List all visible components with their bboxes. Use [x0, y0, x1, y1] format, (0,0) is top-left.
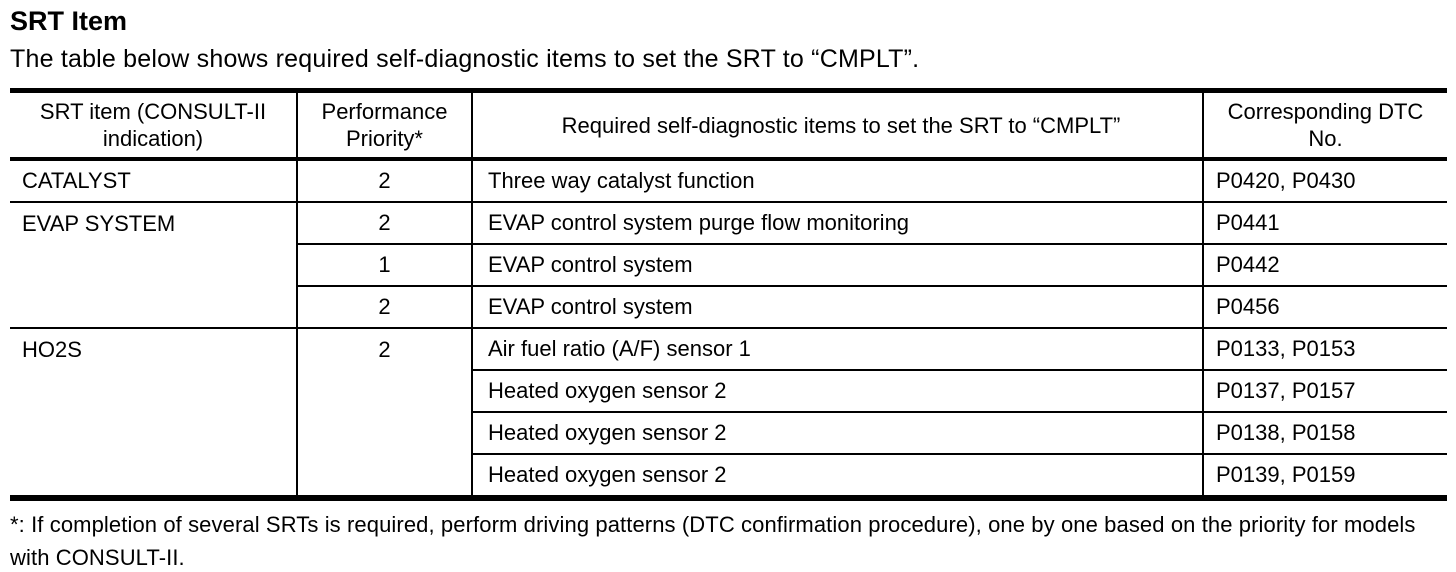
cell-diagnostic-item: Heated oxygen sensor 2	[472, 370, 1203, 412]
cell-dtc: P0442	[1203, 244, 1447, 286]
page-title: SRT Item	[10, 6, 128, 36]
table-body	[10, 159, 1447, 498]
cell-priority: 2	[297, 286, 472, 328]
cell-diagnostic-item: EVAP control system	[472, 244, 1203, 286]
table-row	[10, 328, 1447, 370]
header-row	[10, 91, 1447, 160]
table-row	[10, 159, 1447, 202]
table-header	[10, 91, 1447, 160]
cell-diagnostic-item: Three way catalyst function	[472, 159, 1203, 202]
cell-dtc: P0137, P0157	[1203, 370, 1447, 412]
cell-dtc: P0456	[1203, 286, 1447, 328]
col-header-required-items: Required self-diagnostic items to set the SRT to “CMPLT”	[472, 91, 1203, 160]
cell-srt-item: CATALYST	[10, 159, 297, 202]
footnote-text: *: If completion of several SRTs is required, perform driving patterns (DTC confirmation procedure), one by one based on the priority for models with CONSULT-II.	[10, 512, 1416, 570]
cell-diagnostic-item: EVAP control system purge flow monitoring	[472, 202, 1203, 244]
cell-dtc: P0139, P0159	[1216, 462, 1356, 487]
srt-items-table	[10, 88, 1447, 501]
cell-priority: 2	[297, 202, 472, 244]
cell-diagnostic-item: Heated oxygen sensor 2	[472, 454, 1203, 498]
cell-dtc: P0133, P0153	[1203, 328, 1447, 370]
cell-priority: 1	[297, 244, 472, 286]
col-header-dtc-no: Corresponding DTC No.	[1203, 91, 1447, 160]
cell-diagnostic-item: Heated oxygen sensor 2	[472, 412, 1203, 454]
cell-priority: 2	[297, 159, 472, 202]
cell-dtc: P0420, P0430	[1203, 159, 1447, 202]
col-header-srt-item: SRT item (CONSULT-II indication)	[10, 91, 297, 160]
cell-dtc: P0138, P0158	[1203, 412, 1447, 454]
cell-priority: 2	[297, 328, 472, 498]
col-header-performance-priority: Performance Priority*	[297, 91, 472, 160]
intro-text: The table below shows required self-diagnostic items to set the SRT to “CMPLT”.	[10, 45, 920, 73]
cell-srt-item: HO2S	[10, 328, 297, 498]
cell-diagnostic-item: Air fuel ratio (A/F) sensor 1	[472, 328, 1203, 370]
cell-srt-item: EVAP SYSTEM	[10, 202, 297, 328]
cell-diagnostic-item: EVAP control system	[472, 286, 1203, 328]
table-row	[10, 202, 1447, 244]
cell-dtc: P0441	[1203, 202, 1447, 244]
